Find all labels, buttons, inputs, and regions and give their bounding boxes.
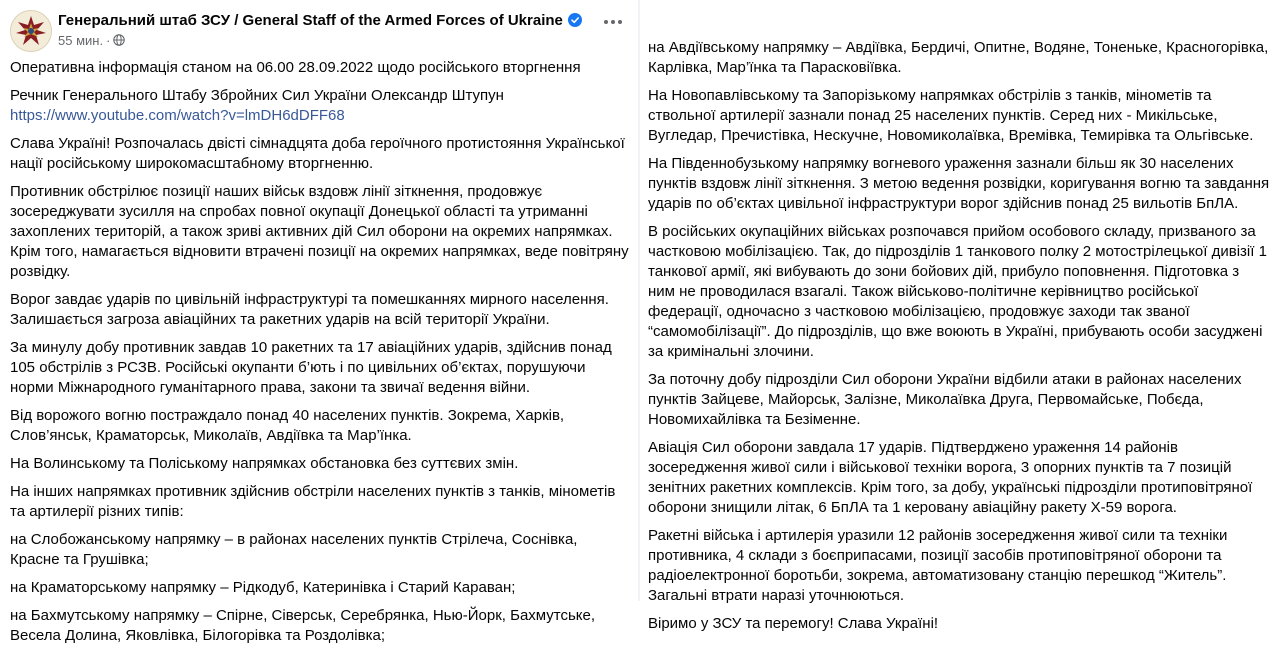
post-paragraph: За минулу добу противник завдав 10 ракетних та 17 авіаційних ударів, здійснив понад 105 обстрілів з РСЗВ. Російські окупанти б’ють і по цивільних об’єктах, порушуючи норми Міжнародного гуманітарного права, закони та звичаї ведення війни. [10,339,612,396]
spokesperson-text: Речник Генерального Штабу Збройних Сил України Олександр Штупун [10,87,504,104]
youtube-link[interactable]: https://www.youtube.com/watch?v=lmDH6dDFF68 [10,107,345,124]
meta-separator: · [106,33,111,48]
post-paragraph: Слава Україні! Розпочалась двісті сімнадцята доба героїчного протистояння Української нації російському широкомасштабному вторгненню. [10,135,625,172]
post-paragraph: на Авдіївському напрямку – Авдіївка, Бердичі, Опитне, Водяне, Тоненьке, Красногорівка, Карлівка, Мар’їнка та Парасковіївка. [648,39,1269,76]
post-right-column [640,0,1280,632]
post-paragraph: Ракетні війська і артилерія уразили 12 районів зосередження живої сили та техніки противника, 4 склади з боєприпасами, позиції засобів протиповітряної оборони та радіоелектронної боротьби, зокрема, автоматизовану станцію перешкод “Житель”. Загальні втрати наразі уточнюються. [648,527,1228,604]
post-meta [58,33,125,48]
page-avatar[interactable] [10,10,52,52]
post-paragraph [10,86,630,126]
more-options-icon[interactable] [597,10,629,34]
author-name[interactable]: Генеральний штаб ЗСУ / General Staff of the Armed Forces of Ukraine [58,12,563,29]
post-paragraph: На інших напрямках противник здійснив обстріли населених пунктів з танків, мінометів та артилерії різних типів: [10,483,616,520]
post-paragraph: Ворог завдає ударів по цивільній інфраструктурі та помешканнях мирного населення. Залишається загроза авіаційних та ракетних ударів на всій території України. [10,291,609,328]
post-timestamp[interactable]: 55 мин. [58,33,104,48]
post-paragraph: на Бахмутському напрямку – Спірне, Сіверськ, Серебрянка, Нью-Йорк, Бахмутське, Весела Долина, Яковлівка, Білогорівка та Роздолівка; [10,607,596,644]
post-paragraph: на Слобожанському напрямку – в районах населених пунктів Стрілеча, Соснівка, Красне та Грушівка; [10,531,578,568]
post-paragraph: Авіація Сил оборони завдала 17 ударів. Підтверджено ураження 14 районів зосередження живої сили і військової техніки ворога, 3 опорних пунктів та 7 позицій зенітних ракетних комплексів. Крім того, за добу, українські підрозділи протиповітряної оборони знищили літак, 6 БпЛА та 1 керовану авіаційну ракету Х-59 ворога. [648,439,1253,516]
post-paragraph: на Краматорському напрямку – Рідкодуб, Катеринівка і Старий Караван; [10,579,516,596]
verified-badge-icon [568,13,582,27]
post-header [0,0,638,58]
post-paragraph: В російських окупаційних військах розпочався прийом особового складу, призваного за частковою мобілізацією. Так, до підрозділів 1 танкового полку 2 мотострілецької дивізії 1 танкової армії, які вибувають до зони бойових дій, прибуло поповнення. Підготовка з ним не проводилася взагалі. Також військово-політичне керівництво російської федерації, одночасно з частковою мобілізацією, продовжує заходи так званої “самомобілізації”. До підрозділів, що вже воюють в Україні, прибувають особи засуджені за кримінальні злочини. [648,223,1267,360]
post-paragraph: На Південнобузькому напрямку вогневого ураження зазнали більш як 30 населених пунктів вздовж лінії зіткнення. З метою ведення розвідки, коригування вогню та завдання ударів по об’єктах цивільної інфраструктури ворог здійснив понад 25 вильотів БпЛА. [648,155,1270,212]
post-paragraph: Противник обстрілює позиції наших військ вздовж лінії зіткнення, продовжує зосереджувати зусилля на спробах повної окупації Донецької області та утриманні захоплених територій, а також зриві активних дій Сил оборони на окремих напрямках. Крім того, намагається відновити втрачені позиції на окремих напрямках, веде повітряну розвідку. [10,183,629,280]
post-paragraph: Від ворожого вогню постраждало понад 40 населених пунктів. Зокрема, Харків, Слов’янськ, Краматорськ, Миколаїв, Авдіївка та Мар’їнка. [10,407,565,444]
post-paragraph: Віримо у ЗСУ та перемогу! Слава Україні! [648,615,939,632]
post-paragraph: Оперативна інформація станом на 06.00 28.09.2022 щодо російського вторгнення [10,59,581,76]
globe-icon[interactable] [113,34,125,46]
post-paragraph: За поточну добу підрозділи Сил оборони України відбили атаки в районах населених пунктів Зайцеве, Майорськ, Залізне, Миколаївка Друга, Первомайське, Побєда, Новомихайлівка та Безіменне. [648,371,1242,428]
post-text-right [648,38,1270,642]
post-paragraph: На Волинському та Поліському напрямках обстановка без суттєвих змін. [10,455,519,472]
post-text-left [10,58,630,654]
armed-forces-emblem-icon [11,11,51,51]
post-paragraph: На Новопавлівському та Запорізькому напрямках обстрілів з танків, мінометів та ствольної артилерії зазнали понад 25 населених пунктів. Серед них - Микільське, Вугледар, Пречистівка, Нескучне, Новомиколаївка, Времівка, Темирівка та Ольгівське. [648,87,1254,144]
post-left-column [0,0,638,644]
page-name[interactable] [58,12,582,29]
